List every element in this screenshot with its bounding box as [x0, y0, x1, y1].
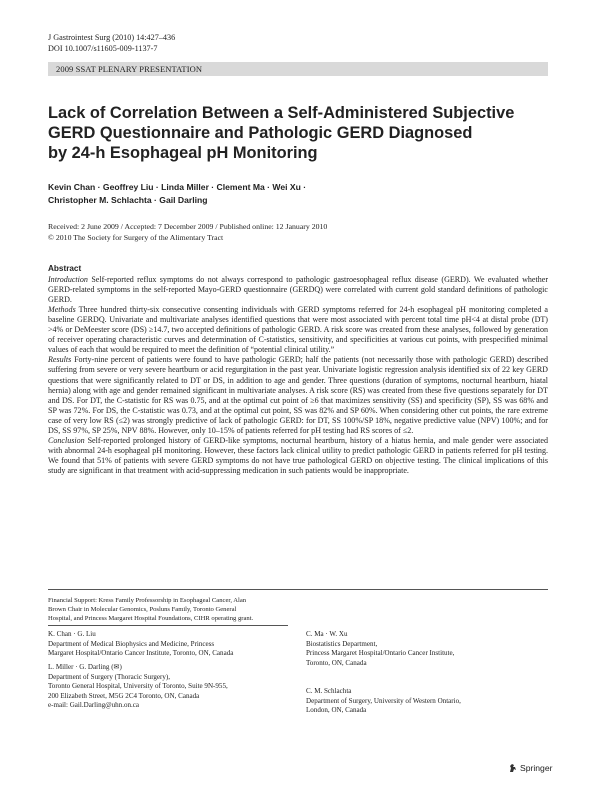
support-line-2: Brown Chair in Molecular Genomics, Posluns Family, Toronto General	[48, 606, 237, 613]
affiliation-chan-liu	[48, 630, 233, 659]
affiliation-schlachta	[306, 687, 461, 716]
authors-line-1: Kevin Chan · Geoffrey Liu · Linda Miller · Clement Ma · Wei Xu ·	[48, 182, 307, 192]
methods-text: Three hundred thirty-six consecutive consenting individuals with GERD symptoms referred for 24-h esophageal pH monitoring completed a baseline GERDQ. Univariate and multivariate analyses identified questions that were most associated with percent total time pH<4 at distal probe (DT) >4% or DeMeester score (DS) ≥14.7, two accepted definitions of pathologic GERD. A risk score was created from these analyses, followed by generation of receiver operating characteristic curves and determination of C-statistics, sensitivity, and specificities at various cut points, with prespecified minimal values of each that would be required to meet the definition of “potential clinical utility.”	[48, 305, 548, 355]
affiliation-line: Toronto, ON, Canada	[306, 658, 367, 667]
affiliation-names: C. Ma · W. Xu	[306, 630, 348, 638]
affiliation-divider	[48, 625, 288, 626]
affiliation-line: Margaret Hospital/Ontario Cancer Institute, Toronto, ON, Canada	[48, 649, 234, 658]
author-list	[48, 181, 548, 207]
affiliation-line: 200 Elizabeth Street, M5G 2C4 Toronto, ON, Canada	[48, 691, 200, 700]
affiliation-names: L. Miller · G. Darling (✉)	[48, 663, 122, 671]
affiliation-line: Toronto General Hospital, University of Toronto, Suite 9N-955,	[48, 682, 228, 691]
section-banner: 2009 SSAT PLENARY PRESENTATION	[48, 62, 548, 76]
abstract-heading: Abstract	[48, 264, 82, 273]
article-title	[48, 103, 548, 163]
methods-label: Methods	[48, 305, 76, 315]
affiliation-line: Department of Surgery, University of Western Ontario,	[306, 696, 461, 705]
springer-horse-icon	[508, 763, 518, 773]
support-line-3: Hospital, and Princess Margaret Hospital Foundations, CIHR operating grant.	[48, 615, 254, 622]
introduction-text: Self-reported reflux symptoms do not always correspond to pathologic gastroesophageal reflux disease (GERD). We evaluated whether GERD-related symptoms in the self-reported Mayo-GERD questionnaire (GERDQ) were correlated with current gold standard definitions of pathologic GERD.	[48, 275, 548, 305]
affiliation-line: Department of Medical Biophysics and Medicine, Princess	[48, 639, 215, 648]
abstract	[48, 264, 548, 476]
journal-citation: J Gastrointest Surg (2010) 14:427–436	[48, 33, 176, 42]
email-link[interactable]: e-mail: Gail.Darling@uhn.on.ca	[48, 701, 140, 710]
dates-line: Received: 2 June 2009 / Accepted: 7 December 2009 / Published online: 12 January 2010	[48, 222, 328, 231]
title-line-3: by 24-h Esophageal pH Monitoring	[48, 144, 318, 162]
copyright-line: © 2010 The Society for Surgery of the Alimentary Tract	[48, 232, 224, 242]
results-text: Forty-nine percent of patients were found to have pathologic GERD; half the patients (not necessarily those with pathologic GERD) described suffering from severe or very severe heartburn or acid regurgitation in the past year. Univariate logistic regression analysis identified six of 22 key GERD questions that were significantly related to DT or DS, in addition to age and gender. Three questions (duration of symptoms, nocturnal heartburn, hiatal hernia) along with age and gender remained significant in multivariate analyses. A risk score (RS) was created from these five questions separately for DT and DS. For DT, the C-statistic for RS was 0.75, and at the optimal cut point of ≥6 that maximizes sensitivity (SS) and specificity (SP), SS was 68% and SP was 72%. For DS, the C-statistic was 0.73, and at the optimal cut point, SS was 82% and SP 60%. When considering other cut points, the rare extreme case of very low RS (≤2) was strongly predictive of lack of pathologic GERD: for DT, SS 100%/SP 18%, negative predictive value (NPV) 100%; and for DS, SS 97%, SP 25%, NPV 88%. However, only 10–15% of patients referred for pH testing had RS scores of ≤2.	[48, 355, 548, 435]
authors-line-2: Christopher M. Schlachta · Gail Darling	[48, 195, 208, 205]
title-line-1: Lack of Correlation Between a Self-Administered Subjective	[48, 104, 515, 122]
affiliation-line: Princess Margaret Hospital/Ontario Cancer Institute,	[306, 649, 455, 658]
conclusion-text: Self-reported prolonged history of GERD-like symptoms, nocturnal heartburn, history of a hiatus hernia, and male gender were associated with abnormal 24-h esophageal pH monitoring. However, these factors lack clinical utility to predict pathologic GERD in patients referred for pH testing. We found that 51% of patients with severe GERD symptoms do not have true pathological GERD on objective testing. The clinical implications of this study are significant in that treatment with acid-suppressing medication in such patients would be inappropriate.	[48, 435, 548, 475]
financial-support	[48, 596, 288, 623]
affiliation-ma-xu	[306, 630, 454, 668]
abstract-results	[48, 355, 548, 435]
introduction-label: Introduction	[48, 275, 88, 285]
affiliation-line: Department of Surgery (Thoracic Surgery),	[48, 672, 171, 681]
publication-dates	[48, 222, 548, 243]
conclusion-label: Conclusion	[48, 435, 85, 445]
affiliation-line: London, ON, Canada	[306, 706, 367, 715]
publisher-name: Springer	[520, 763, 553, 773]
title-line-2: GERD Questionnaire and Pathologic GERD Diagnosed	[48, 124, 473, 142]
affiliation-names: C. M. Schlachta	[306, 687, 352, 695]
support-line-1: Financial Support: Kress Family Professorship in Esophageal Cancer, Alan	[48, 597, 247, 604]
affiliation-names: K. Chan · G. Liu	[48, 630, 96, 638]
results-label: Results	[48, 355, 72, 365]
abstract-methods	[48, 305, 548, 355]
footnote-divider	[48, 589, 548, 590]
affiliation-miller-darling	[48, 663, 228, 711]
abstract-introduction	[48, 275, 548, 305]
affiliation-line: Biostatistics Department,	[306, 639, 378, 648]
journal-header	[48, 33, 175, 54]
abstract-conclusion	[48, 436, 548, 476]
publisher-logo	[508, 763, 552, 773]
doi: DOI 10.1007/s11605-009-1137-7	[48, 43, 158, 53]
